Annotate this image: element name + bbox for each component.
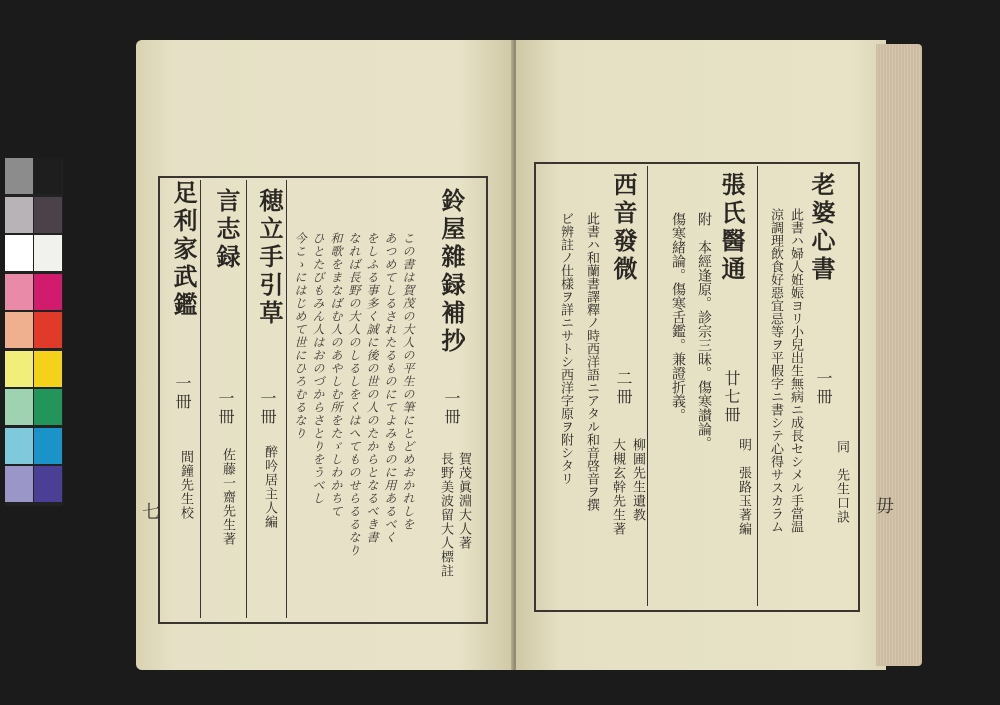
left-folio: 七: [139, 502, 160, 520]
left-entry4-author: 間鐘先生校: [178, 450, 193, 520]
cursive-line: なれば長野の大人のしるしをくはへてものせらるるなり: [347, 232, 361, 557]
cursive-line: ひとたびもみん人はおのづからさとりをうべし: [311, 232, 325, 505]
right-entry2-author: 明 張路玉著編: [736, 438, 751, 536]
left-entry2-title: 穂立手引草: [255, 188, 284, 328]
right-entry3-author2: 大槻玄幹先生著: [610, 438, 625, 536]
right-entry3-desc1: 此書ハ和蘭書譯釋ノ時西洋語ニアタル和音啓音ヲ撰: [584, 212, 599, 511]
color-swatch: [34, 312, 62, 348]
color-swatch: [5, 235, 33, 271]
color-swatch: [34, 197, 62, 233]
right-entry2-volumes: 廿七冊: [722, 370, 741, 424]
cursive-line: 今こゝにはじめて世にひろむるなり: [293, 232, 307, 440]
right-entry1-title: 老婆心書: [807, 172, 836, 284]
right-entry1-author: 同 先生口訣: [834, 440, 849, 524]
cursive-line: をしふる事多く誠に後の世の人のたからとなるべき書: [365, 232, 379, 544]
right-entry2-desc2: 傷寒緒論。傷寒舌鑑。兼證折義。: [670, 212, 686, 422]
color-swatch: [34, 274, 62, 310]
color-swatch: [5, 158, 33, 194]
right-entry3-title: 西音發微: [609, 172, 638, 284]
left-entry2-author: 醉吟居主人編: [262, 445, 277, 529]
left-entry2-volumes: 一冊: [258, 390, 277, 426]
color-calibration-bar: [5, 158, 63, 506]
right-entry3-desc2: ビ辨註ノ仕樣ヲ詳ニサトシ西洋字原ヲ附シタリ: [558, 212, 573, 485]
cursive-line: あつめてしるされたるものにてよみものに用あるべく: [383, 232, 397, 544]
color-swatch: [34, 351, 62, 387]
column-rule: [246, 180, 247, 618]
right-entry1-desc1: 此書ハ婦人姙娠ヨリ小兒出生無病ニ成長セシメル手當温: [788, 208, 803, 533]
left-entry4-title: 足利家武鑑: [169, 180, 198, 320]
left-entry3-volumes: 一冊: [216, 390, 235, 426]
color-swatch: [34, 158, 62, 194]
left-entry3-author: 佐藤一齋先生著: [220, 448, 235, 546]
right-entry3-author1: 柳圃先生遺教: [630, 438, 645, 522]
column-rule: [647, 166, 648, 606]
right-entry2-title: 張氏醫通: [717, 172, 746, 284]
right-entry2-desc1: 附 本經逢原。診宗三昧。傷寒讃論。: [696, 212, 712, 450]
page-edges: [876, 44, 922, 666]
color-swatch: [5, 197, 33, 233]
color-swatch: [5, 466, 33, 502]
open-book: [136, 40, 924, 670]
cursive-line: 和歌をまなばむ人のあやしむ所をたゞしわかちて: [329, 232, 343, 518]
left-entry1-title: 鈴屋雜録補抄: [437, 188, 466, 356]
left-entry1-author1: 賀茂眞淵大人著: [456, 452, 471, 550]
right-entry3-volumes: 二冊: [614, 370, 633, 406]
right-entry1-volumes: 一冊: [814, 370, 833, 406]
right-entry1-desc2: 涼調理飲食好惡宜忌等ヲ平假字ニ書シテ心得サスカラム: [768, 208, 783, 533]
color-swatch: [5, 389, 33, 425]
left-entry4-volumes: 一冊: [173, 375, 192, 411]
right-folio: 毋: [873, 496, 894, 514]
column-rule: [757, 166, 758, 606]
cursive-line: この書は賀茂の大人の平生の筆にとどめおかれしを: [401, 232, 415, 531]
color-swatch: [5, 312, 33, 348]
color-swatch: [34, 428, 62, 464]
color-swatch: [34, 466, 62, 502]
left-entry1-author2: 長野美波留大人標註: [438, 452, 453, 578]
color-swatch: [5, 274, 33, 310]
color-swatch: [34, 235, 62, 271]
left-entry1-volumes: 一冊: [442, 390, 461, 426]
color-swatch: [34, 389, 62, 425]
color-swatch: [5, 428, 33, 464]
color-swatch: [5, 351, 33, 387]
left-entry3-title: 言志録: [212, 188, 241, 272]
